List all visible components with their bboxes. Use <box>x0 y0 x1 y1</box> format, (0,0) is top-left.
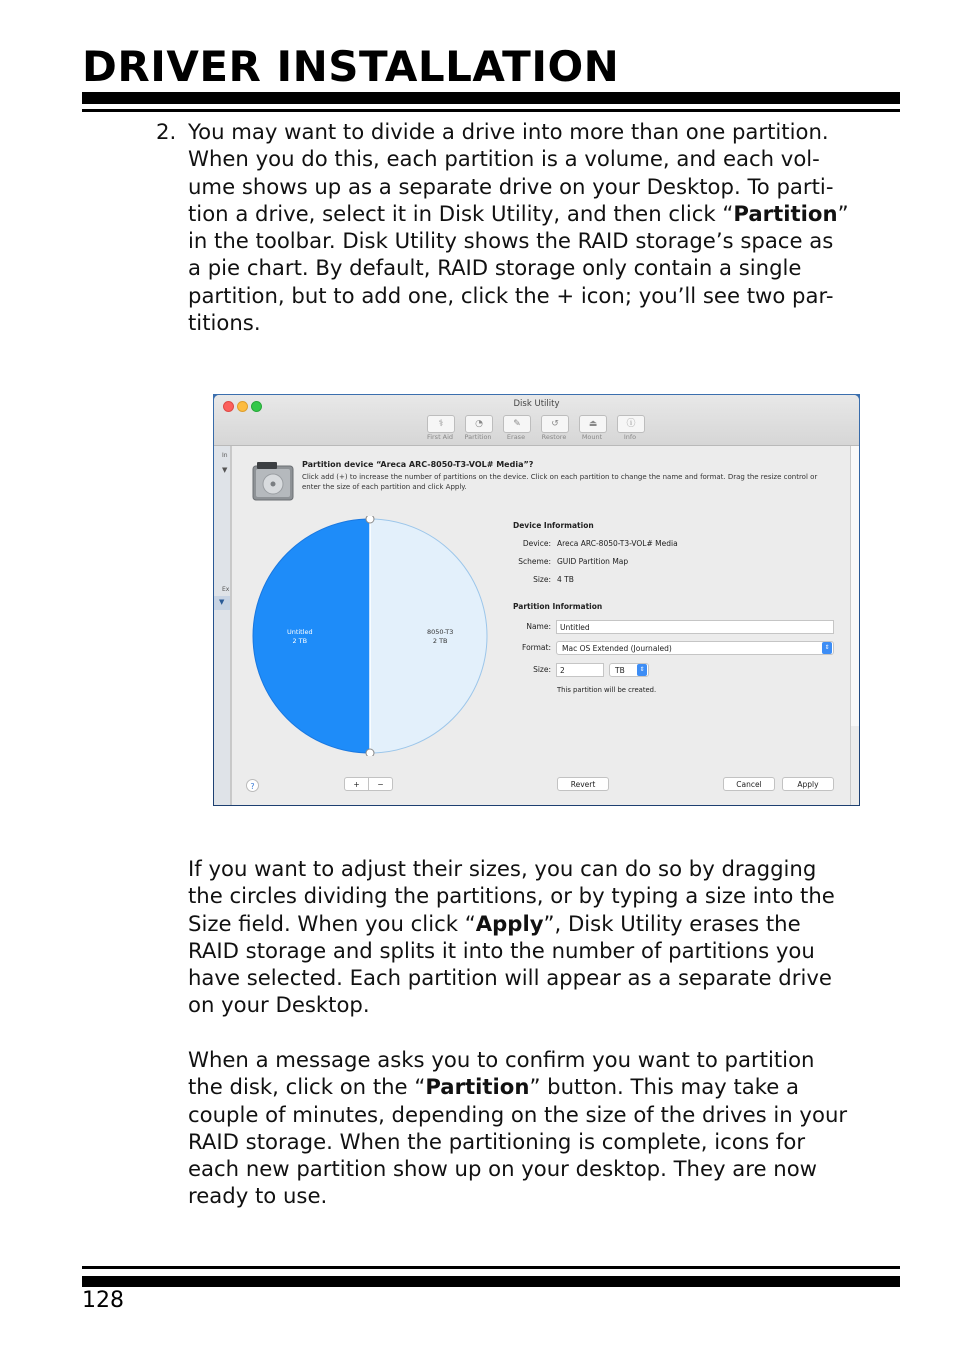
text-line: partition, but to add one, click the + icon; you’ll see two par- <box>188 282 834 308</box>
text-line: couple of minutes, depending on the size of the drives in your <box>188 1101 848 1127</box>
format-select[interactable] <box>556 641 834 655</box>
sidebar-label-external: Ex <box>222 586 230 593</box>
revert-button[interactable]: Revert <box>557 777 609 791</box>
hard-drive-icon <box>252 462 294 502</box>
resize-handle[interactable] <box>366 749 374 756</box>
device-info-heading: Device Information <box>513 521 594 530</box>
text-line: RAID storage and splits it into the number of partitions you <box>188 937 815 963</box>
text-segment: Size field. When you click “ <box>188 910 476 936</box>
format-label: Format: <box>522 643 551 652</box>
remove-partition-button[interactable]: − <box>368 777 393 791</box>
text-line: a pie chart. By default, RAID storage only contain a single <box>188 255 802 281</box>
text-line: the circles dividing the partitions, or by typing a size into the <box>188 883 835 909</box>
mount-icon[interactable]: ⏏ <box>579 415 607 433</box>
toolbar-label: Restore <box>541 433 567 441</box>
scheme-label: Scheme: <box>518 557 551 566</box>
text-line: RAID storage. When the partitioning is complete, icons for <box>188 1128 806 1154</box>
toolbar-label: Mount <box>581 433 603 441</box>
chevron-updown-icon: ⇕ <box>822 642 832 654</box>
text-line: When a message asks you to confirm you want to partition <box>188 1047 815 1072</box>
text-segment: tion a drive, select it in Disk Utility, and then click “ <box>188 200 734 226</box>
pie-label-name: 8050-T3 <box>426 628 454 636</box>
partition-sheet <box>231 446 851 805</box>
chevron-updown-icon: ⇕ <box>637 664 647 676</box>
text-line: ready to use. <box>188 1183 328 1209</box>
step-number: 2. <box>156 119 177 144</box>
page-title: DRIVER INSTALLATION <box>82 42 620 91</box>
toolbar-label: Info <box>623 433 637 441</box>
name-label: Name: <box>526 622 551 631</box>
step-paragraph <box>188 118 902 336</box>
size-unit-select[interactable] <box>609 663 649 677</box>
sidebar-label-internal: In <box>222 452 228 459</box>
text-line: each new partition show up on your desktop. They are now <box>188 1156 818 1182</box>
text-line <box>188 200 902 227</box>
pie-label-size: 2 TB <box>292 637 308 645</box>
restore-icon[interactable]: ↺ <box>541 415 569 433</box>
text-line: in the toolbar. Disk Utility shows the RAID storage’s space as <box>188 228 834 254</box>
text-line: have selected. Each partition will appear as a separate drive <box>188 965 832 991</box>
partition-note: This partition will be created. <box>557 686 657 694</box>
toolbar-label: First Aid <box>426 433 454 441</box>
confirm-paragraph <box>188 1046 902 1210</box>
text-segment: ” <box>837 200 849 226</box>
text-line: ume shows up as a separate drive on your Desktop. To parti- <box>188 173 834 199</box>
device-label: Device: <box>522 539 551 548</box>
partition-info-heading: Partition Information <box>513 602 603 611</box>
window-titlebar <box>214 395 859 446</box>
text-segment: ” button. This may take a <box>529 1074 800 1100</box>
pie-slice-untitled[interactable] <box>253 519 370 753</box>
toolbar-label: Erase <box>506 433 526 441</box>
pie-label-size: 2 TB <box>432 637 448 645</box>
size-unit-value: TB <box>615 666 625 675</box>
apply-button[interactable]: Apply <box>782 777 834 791</box>
scheme-value: GUID Partition Map <box>557 557 629 566</box>
bold-term: Partition <box>733 200 838 226</box>
size-label: Size: <box>533 665 551 674</box>
format-select-value: Mac OS Extended (Journaled) <box>562 644 672 653</box>
text-line: If you want to adjust their sizes, you can do so by dragging <box>188 856 817 881</box>
window-title: Disk Utility <box>513 399 560 409</box>
erase-icon[interactable]: ✎ <box>503 415 531 433</box>
footer-rule-thin <box>82 1266 900 1269</box>
header-rule-thick <box>82 92 900 104</box>
text-line: on your Desktop. <box>188 992 370 1018</box>
sidebar <box>214 446 231 805</box>
sheet-description: Click add (+) to increase the number of partitions on the device. Click on each partition to change the name and format. Drag the resize control or enter the size of each partition and click Apply. <box>302 473 818 491</box>
text-line: You may want to divide a drive into more than one partition. <box>188 119 829 144</box>
text-line: titions. <box>188 310 261 336</box>
stethoscope-icon[interactable]: ⚕ <box>427 415 455 433</box>
text-line <box>188 910 902 937</box>
pie-label-name: Untitled <box>286 628 313 636</box>
page-number: 128 <box>82 1288 124 1313</box>
partition-icon[interactable]: ◔ <box>465 415 493 433</box>
text-segment: the disk, click on the “ <box>188 1074 426 1100</box>
partition-name-field[interactable]: Untitled <box>556 620 834 634</box>
right-pane-edge <box>850 446 859 726</box>
partition-pie-chart[interactable] <box>250 516 490 756</box>
partition-size-field[interactable]: 2 <box>556 663 604 677</box>
device-value: Areca ARC-8050-T3-VOL# Media <box>557 539 678 548</box>
footer-rule-thick <box>82 1276 900 1287</box>
add-partition-button[interactable]: + <box>344 777 369 791</box>
bold-term: Apply <box>475 910 544 936</box>
disclosure-triangle-icon[interactable]: ▼ <box>219 598 225 606</box>
toolbar-label: Partition <box>464 433 492 441</box>
disk-utility-window <box>214 395 859 805</box>
device-size-value: 4 TB <box>557 575 574 584</box>
device-size-label: Size: <box>533 575 551 584</box>
pie-slice-8050-t3[interactable] <box>370 519 487 753</box>
text-line <box>188 1073 902 1100</box>
sheet-title: Partition device “Areca ARC-8050-T3-VOL# Media”? <box>302 460 534 469</box>
resize-paragraph <box>188 855 902 1019</box>
text-line: When you do this, each partition is a volume, and each vol- <box>188 146 820 172</box>
resize-handle[interactable] <box>366 516 374 523</box>
disclosure-triangle-icon[interactable]: ▼ <box>222 466 228 474</box>
info-icon[interactable]: ⓘ <box>617 415 645 433</box>
disk-utility-screenshot <box>213 394 860 806</box>
header-rule-thin <box>82 109 900 112</box>
bold-term: Partition <box>425 1074 530 1100</box>
help-button[interactable]: ? <box>246 779 259 792</box>
text-segment: ”, Disk Utility erases the <box>543 910 801 936</box>
cancel-button[interactable]: Cancel <box>723 777 775 791</box>
